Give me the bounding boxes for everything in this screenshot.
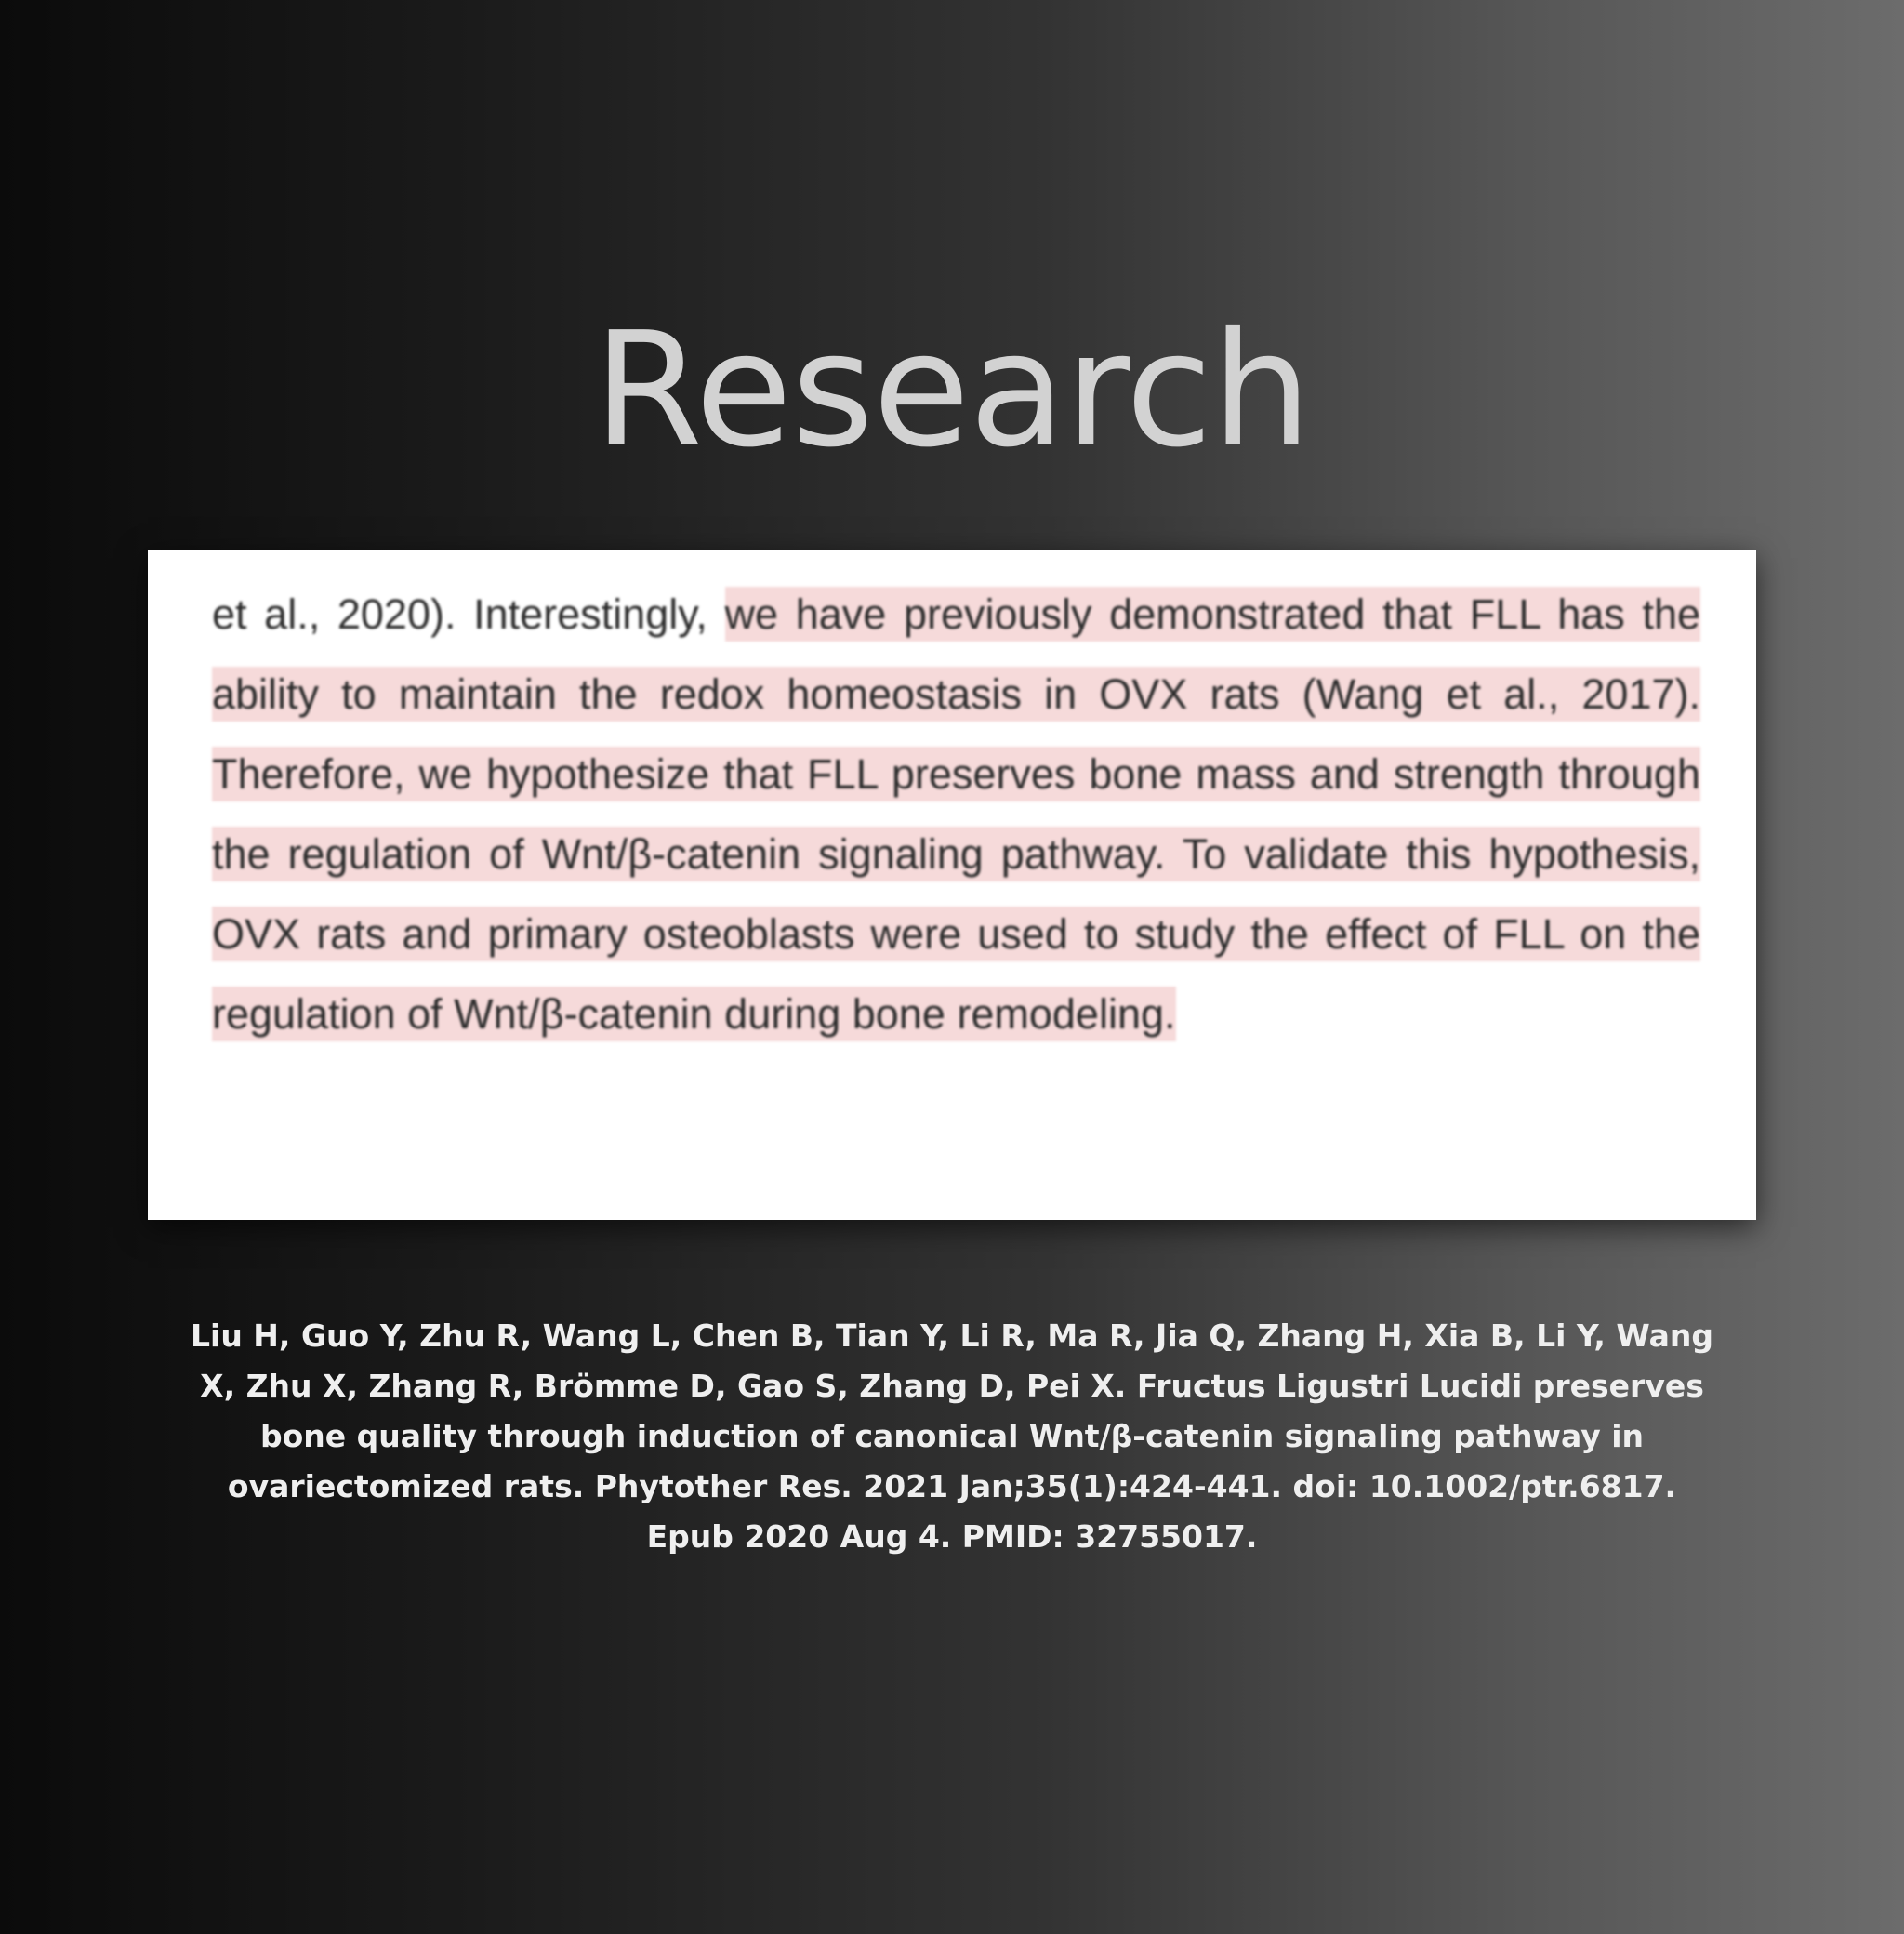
excerpt-paragraph bbox=[212, 575, 1700, 1054]
excerpt-lead-text: et al., 2020). Interestingly, bbox=[212, 590, 725, 638]
highlighted-text: we have previously demonstrated that FLL has the ability to maintain the redox homeostasis in OVX rats (Wang et al., 2017). Therefore, we hypothesize that FLL preserves bone mass and strength through the regulation of Wnt/β-catenin signaling pathway. To validate this hypothesis, OVX rats and primary osteoblasts were used to study the effect of FLL on the regulation of Wnt/β-catenin during bone remodeling. bbox=[212, 587, 1700, 1041]
page-title: Research bbox=[593, 298, 1311, 483]
citation-reference: Liu H, Guo Y, Zhu R, Wang L, Chen B, Tian Y, Li R, Ma R, Jia Q, Zhang H, Xia B, Li Y, Wang X, Zhu X, Zhang R, Brömme D, Gao S, Zhang D, Pei X. Fructus Ligustri Lucidi preserves bone quality through induction of canonical Wnt/β-catenin signaling pathway in ovariectomized rats. Phytother Res. 2021 Jan;35(1):424-441. doi: 10.1002/ptr.6817. Epub 2020 Aug 4. PMID: 32755017. bbox=[190, 1318, 1713, 1555]
paper-excerpt bbox=[148, 550, 1756, 1220]
